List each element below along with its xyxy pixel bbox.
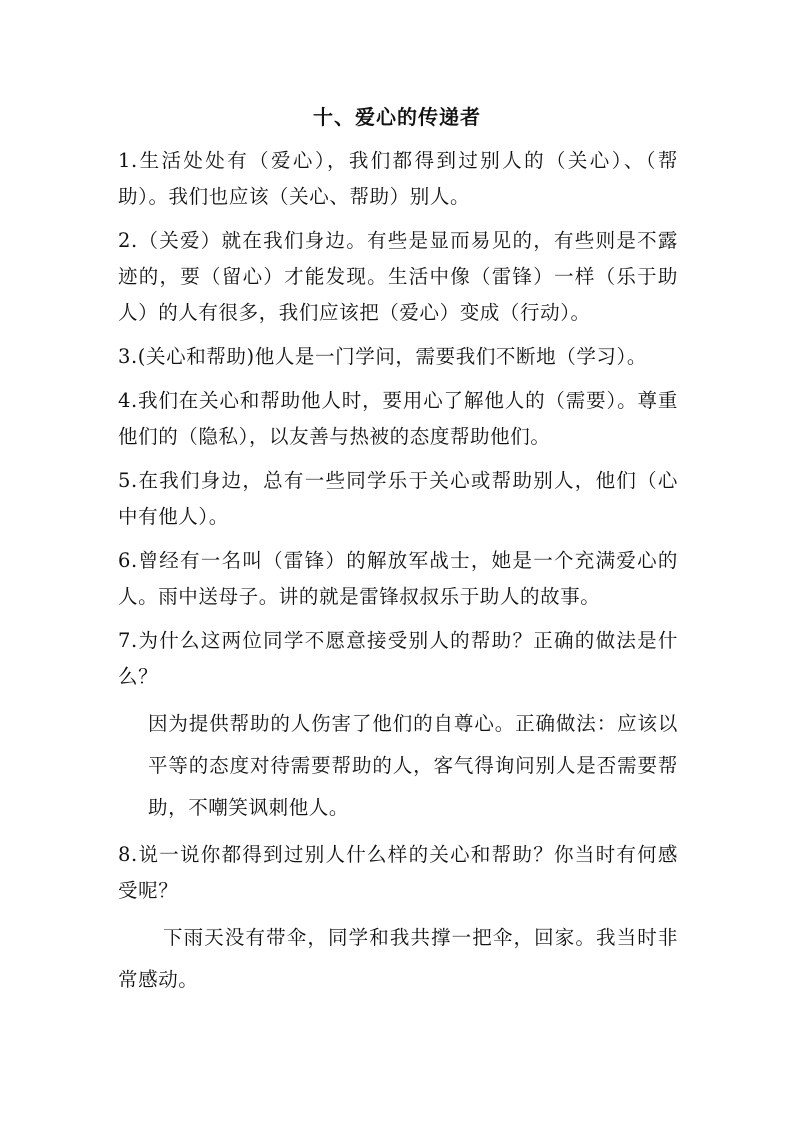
paragraph-2: 2.（关爱）就在我们身边。有些是显而易见的，有些则是不露迹的，要（留心）才能发现。生活中像（雷锋）一样（乐于助人）的人有很多，我们应该把（爱心）变成（行动）。 <box>118 229 678 324</box>
paragraph-1: 1.生活处处有（爱心），我们都得到过别人的（关心）、（帮助）。我们也应该（关心、帮助）别人。 <box>118 149 678 208</box>
answer-7: 因为提供帮助的人伤害了他们的自尊心。正确做法：应该以平等的态度对待需要帮助的人，客气得询问别人是否需要帮助，不嘲笑讽刺他人。 <box>148 712 678 819</box>
paragraph-6: 6.曾经有一名叫（雷锋）的解放军战士，她是一个充满爱心的人。雨中送母子。讲的就是雷锋叔叔乐于助人的故事。 <box>118 549 678 608</box>
question-8: 8.说一说你都得到过别人什么样的关心和帮助？你当时有何感受呢？ <box>118 843 678 902</box>
page-title: 十、爱心的传递者 <box>313 105 481 129</box>
answer-8: 下雨天没有带伞，同学和我共撑一把伞，回家。我当时非常感动。 <box>118 926 678 991</box>
paragraph-4: 4.我们在关心和帮助他人时，要用心了解他人的（需要）。尊重他们的（隐私），以友善与热被的态度帮助他们。 <box>118 389 678 448</box>
document-body <box>118 143 678 1009</box>
question-7: 7.为什么这两位同学不愿意接受别人的帮助？正确的做法是什么？ <box>118 629 678 688</box>
paragraph-3: 3.(关心和帮助)他人是一门学问，需要我们不断地（学习）。 <box>118 345 647 368</box>
paragraph-5: 5.在我们身边，总有一些同学乐于关心或帮助别人，他们（心中有他人）。 <box>118 469 678 528</box>
